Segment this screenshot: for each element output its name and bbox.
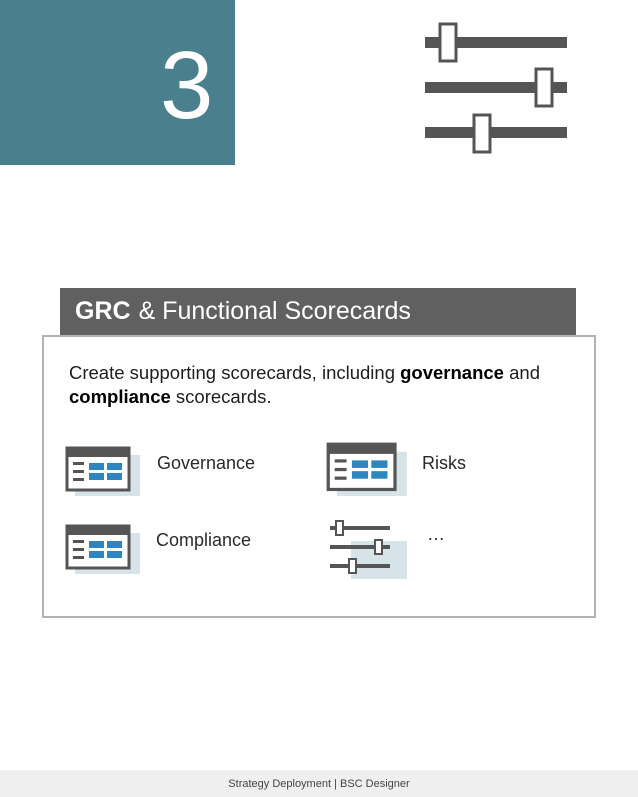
sliders-icon [420,20,572,154]
footer [0,770,638,797]
header-title-bold: GRC [75,297,131,325]
header-title-rest: & Functional Scorecards [138,297,411,325]
item-label-compliance: Compliance [156,530,252,550]
scorecard-icon [65,521,141,577]
intro-part-2: and [503,362,540,383]
intro-part-3: scorecards. [170,386,272,407]
item-label-risks: Risks [422,453,466,473]
intro-part-1: Create supporting scorecards, including [69,362,401,383]
page-number-block [0,0,235,165]
page-number: 3 [160,32,214,139]
footer-text: Strategy Deployment | BSC Designer [228,777,410,790]
sliders-icon [327,517,407,579]
intro-bold-governance: governance [400,362,504,383]
section-header [60,288,576,335]
item-label-governance: Governance [157,453,256,473]
scorecard-icon [65,445,141,497]
scorecard-icon [326,441,408,497]
intro-bold-compliance: compliance [69,386,171,407]
intro-text [69,361,569,409]
content-box [42,335,596,618]
item-label-ellipsis: … [427,524,445,544]
